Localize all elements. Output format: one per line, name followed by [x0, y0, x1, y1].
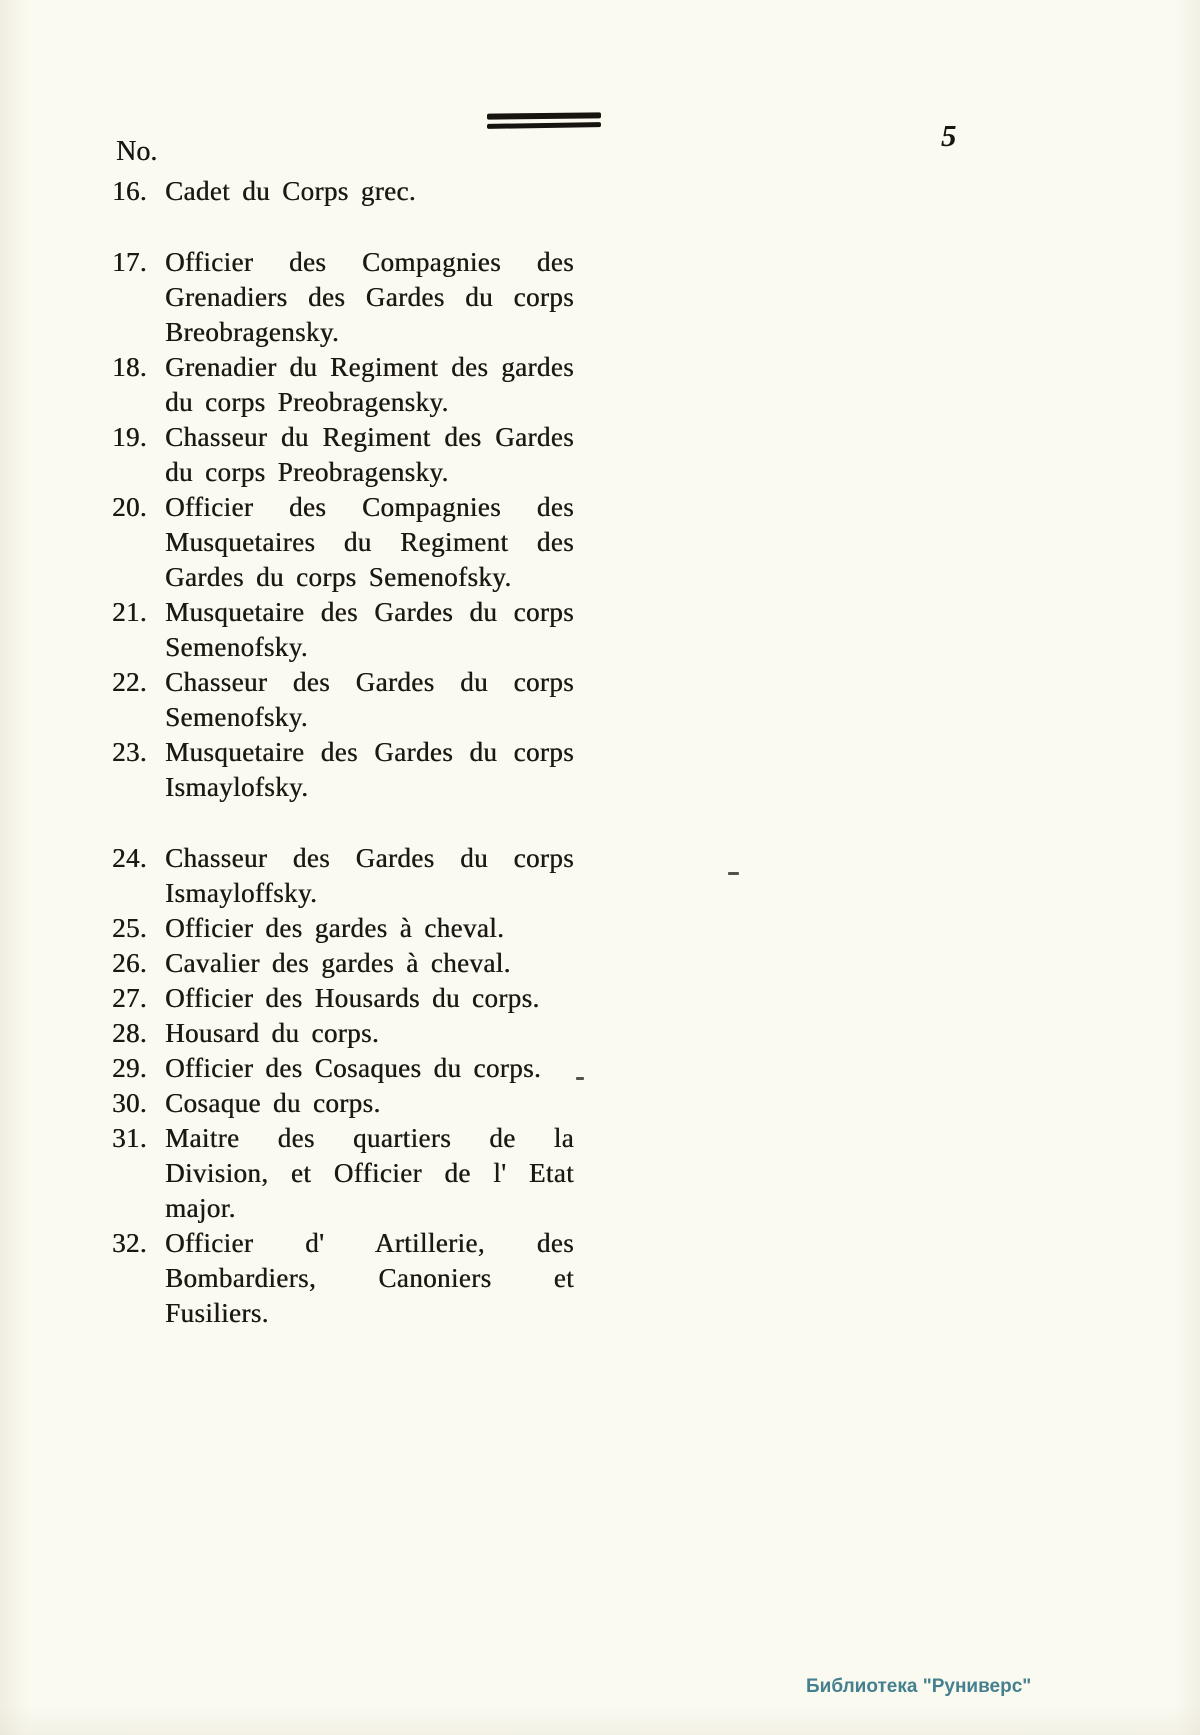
item-text: Officier des Housards du corps. — [165, 983, 540, 1013]
item-number: 29. — [112, 1053, 147, 1083]
item-number: 28. — [112, 1018, 147, 1048]
item-number: 17. — [112, 247, 147, 277]
item-text: Chasseur des Gardes du corps Semenofsky. — [165, 667, 574, 732]
item-number: 20. — [112, 492, 147, 522]
item-text: Cosaque du corps. — [165, 1088, 381, 1118]
list-item — [112, 1086, 574, 1121]
list-item — [112, 981, 574, 1016]
item-text: Cadet du Corps grec. — [165, 176, 416, 206]
divider-rule — [487, 113, 601, 128]
item-number: 24. — [112, 843, 147, 873]
scan-speck — [576, 1077, 584, 1080]
item-text: Grenadier du Regiment des gardes du corps Preobragensky. — [165, 352, 574, 417]
item-number: 22. — [112, 667, 147, 697]
item-number: 32. — [112, 1228, 147, 1258]
item-text: Chasseur du Regiment des Gardes du corps Preobragensky. — [165, 422, 574, 487]
item-text: Officier d' Artillerie, des Bombardiers, Canoniers et Fusiliers. — [165, 1228, 574, 1328]
item-text: Musquetaire des Gardes du corps Semenofsky. — [165, 597, 574, 662]
list-item — [112, 1226, 574, 1331]
item-text: Chasseur des Gardes du corps Ismayloffsky. — [165, 843, 574, 908]
list-item — [112, 490, 574, 595]
item-number: 31. — [112, 1123, 147, 1153]
column-header-no: No. — [116, 136, 158, 167]
page-number: 5 — [941, 118, 957, 153]
item-number: 30. — [112, 1088, 147, 1118]
item-number: 21. — [112, 597, 147, 627]
list-item — [112, 1121, 574, 1226]
list-item — [112, 1051, 574, 1086]
item-text: Officier des gardes à cheval. — [165, 913, 505, 943]
item-text: Maitre des quartiers de la Division, et Officier de l' Etat major. — [165, 1123, 574, 1223]
list-item — [112, 911, 574, 946]
divider-rule-top-bar — [487, 112, 601, 119]
item-number: 19. — [112, 422, 147, 452]
item-number: 27. — [112, 983, 147, 1013]
item-number: 18. — [112, 352, 147, 382]
list-item — [112, 1016, 574, 1051]
item-text: Musquetaire des Gardes du corps Ismaylofsky. — [165, 737, 574, 802]
list-item — [112, 420, 574, 490]
item-text: Officier des Compagnies des Grenadiers des Gardes du corps Breobragensky. — [165, 247, 574, 347]
library-watermark: Библиотека "Руниверс" — [806, 1676, 1032, 1697]
item-text: Officier des Compagnies des Musquetaires du Regiment des Gardes du corps Semenofsky. — [165, 492, 574, 592]
divider-rule-bottom-bar — [487, 122, 601, 129]
item-number: 25. — [112, 913, 147, 943]
item-number: 23. — [112, 737, 147, 767]
list-item — [112, 350, 574, 420]
list-item — [112, 946, 574, 981]
item-number: 26. — [112, 948, 147, 978]
list-item — [112, 841, 574, 911]
list-item — [112, 245, 574, 350]
list-item — [112, 174, 574, 209]
list-item — [112, 665, 574, 735]
item-number: 16. — [112, 176, 147, 206]
item-text: Officier des Cosaques du corps. — [165, 1053, 542, 1083]
uniform-plate-list — [112, 174, 574, 1331]
item-text: Housard du corps. — [165, 1018, 380, 1048]
item-text: Cavalier des gardes à cheval. — [165, 948, 511, 978]
list-item — [112, 735, 574, 805]
scan-speck — [728, 872, 739, 875]
list-item — [112, 595, 574, 665]
